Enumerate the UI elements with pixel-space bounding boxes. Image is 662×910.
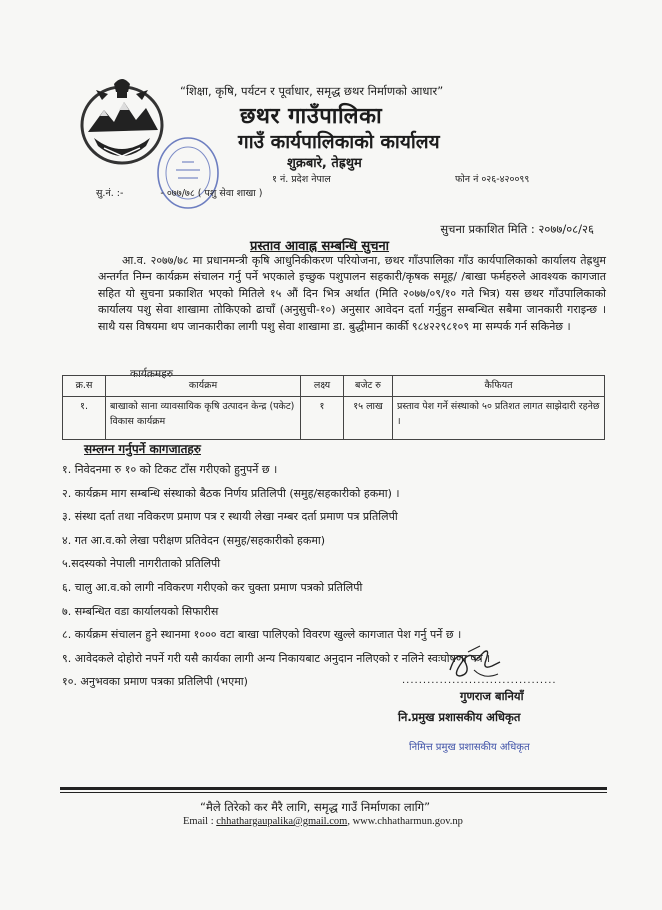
list-item: ९. आवेदकले दोहोरो नपर्ने गरी यसै कार्यका लागी अन्य निकायबाट अनुदान नलिएको र नलिने स्वःघोषणा पत्र ।: [62, 651, 491, 665]
location: शुक्रबारे, तेह्रथुम: [287, 156, 362, 171]
list-item: ५.सदस्यको नेपाली नागरीताको प्रतिलिपी: [62, 557, 221, 571]
list-item: ८. कार्यक्रम संचालन हुने स्थानमा १००० वटा बाखा पालिएको विवरण खुल्ले कागजात पेश गर्नु पर्ने छ ।: [62, 628, 462, 642]
notice-body: आ.व. २०७७/७८ मा प्रधानमन्त्री कृषि आधुनिकीकरण परियोजना, छथर गाँउपालिका गाँउ कार्यपालिकाको कार्यालय तेह्रथुम अन्तर्गत निम्न कार्यक्रम संचालन गर्नु पर्ने भएकाले इच्छुक पशुपालन सहकारी/कृषक समूह/ /बाखा फर्महरुले आवश्यक कागजात सहित यो सुचना प्रकाशित भएको मितिले १५ औं दिन भित्र अर्थात (मिति २०७७/०९/१० गते भित्र) यस छथर गाँउपालिकाको कार्यालय पशु सेवा शाखामा तोकिएको ढाचाँ (अनुसुची-१०) अनुसार आवेदन दर्ता गर्नुहुन सम्बन्धित सबैमा जानकारी गराइन्छ । साथै यस विषयमा थप जानकारीका लागी पशु सेवा शाखामा डा. बुद्धीमान कार्की ९८४२२९८१०९ मा सम्पर्क गर्न सकिनेछ ।: [98, 254, 606, 333]
list-item: २. कार्यक्रम माग सम्बन्धि संस्थाको बैठक निर्णय प्रतिलिपी (समुह/सहकारीको हकमा) ।: [62, 486, 400, 500]
org-name: छथर गाउँपालिका: [240, 104, 383, 129]
reference-label: सु.नं. :-: [96, 188, 124, 199]
cell-serial: १.: [63, 397, 106, 440]
email-link[interactable]: chhathargaupalika@gmail.com: [216, 816, 348, 827]
programs-caption: कार्यक्रमहरु: [130, 368, 174, 380]
list-item: ७. सम्बन्धित वडा कार्यालयको सिफारीस: [62, 604, 219, 618]
col-serial: क्र.स: [63, 376, 106, 397]
office-name: गाउँ कार्यपालिकाको कार्यालय: [238, 131, 440, 153]
reference-value: - ०७७/७८ ( पशु सेवा शाखा ): [160, 188, 263, 199]
table-header-row: [63, 376, 605, 397]
signatory-stamp: निमित्त प्रमुख प्रशासकीय अधिकृत: [409, 742, 530, 753]
col-target: लक्ष्य: [301, 376, 344, 397]
list-item: १०. अनुभवका प्रमाण पत्रका प्रतिलिपी (भएमा): [62, 675, 248, 689]
col-remarks: कैफियत: [393, 376, 605, 397]
notice-date: सुचना प्रकाशित मिति : २०७७/०८/२६: [440, 222, 594, 236]
footer-slogan: “मैले तिरेको कर मैरै लागि, समृद्ध गाउँ निर्माणका लागि”: [200, 800, 431, 814]
col-program: कार्यक्रम: [106, 376, 301, 397]
cell-budget: १५ लाख: [344, 397, 393, 440]
programs-table: [62, 375, 605, 440]
cell-target: १: [301, 397, 344, 440]
list-item: १. निवेदनमा रु १० को टिकट टाँस गरीएको हुनुपर्ने छ ।: [62, 463, 278, 476]
email-label: Email :: [183, 816, 217, 827]
website-link[interactable]: , www.chhatharmun.gov.np: [347, 816, 463, 827]
col-budget: बजेट रु: [344, 376, 393, 397]
list-item: ३. संस्था दर्ता तथा नविकरण प्रमाण पत्र र स्थायी लेखा नम्बर दर्ता प्रमाण पत्र प्रतिलिपी: [62, 510, 398, 524]
cell-program: बाखाको साना व्यावसायिक कृषि उत्पादन केन्द्र (पकेट) विकास कार्यक्रम: [106, 397, 301, 440]
notice-title: प्रस्ताव आवाह्न सम्बन्धि सुचना: [250, 239, 390, 254]
signature-line: .....................................: [402, 675, 557, 686]
list-item: ६. चालु आ.व.को लागी नविकरण गरीएको कर चुक्ता प्रमाण पत्रको प्रतिलिपी: [62, 580, 363, 594]
cell-remarks: प्रस्ताव पेश गर्ने संस्थाको ५० प्रतिशत लागत साझेदारी रहनेछ ।: [393, 397, 605, 440]
signatory-title: नि.प्रमुख प्रशासकीय अधिकृत: [398, 710, 521, 724]
footer-divider-thin: [60, 792, 607, 793]
table-row: [63, 397, 605, 440]
reference-line: [96, 186, 262, 199]
documents-heading: सम्लग्न गर्नुपर्ने कागजातहरु: [84, 442, 201, 456]
province: १ नं. प्रदेश नेपाल: [272, 174, 331, 185]
documents-list: [62, 462, 490, 698]
list-item: ४. गत आ.व.को लेखा परीक्षण प्रतिवेदन (समुह/सहकारीको हकमा): [62, 533, 326, 547]
motto: “शिक्षा, कृषि, पर्यटन र पूर्वाधार, समृद्ध छथर निर्माणको आधार”: [180, 84, 444, 98]
footer-contact: [183, 816, 463, 827]
footer-divider: [60, 787, 607, 790]
phone-number: फोन नं ०२६-४२००९९: [455, 174, 530, 185]
signatory-name: गुणराज बानियाँ: [460, 689, 524, 703]
